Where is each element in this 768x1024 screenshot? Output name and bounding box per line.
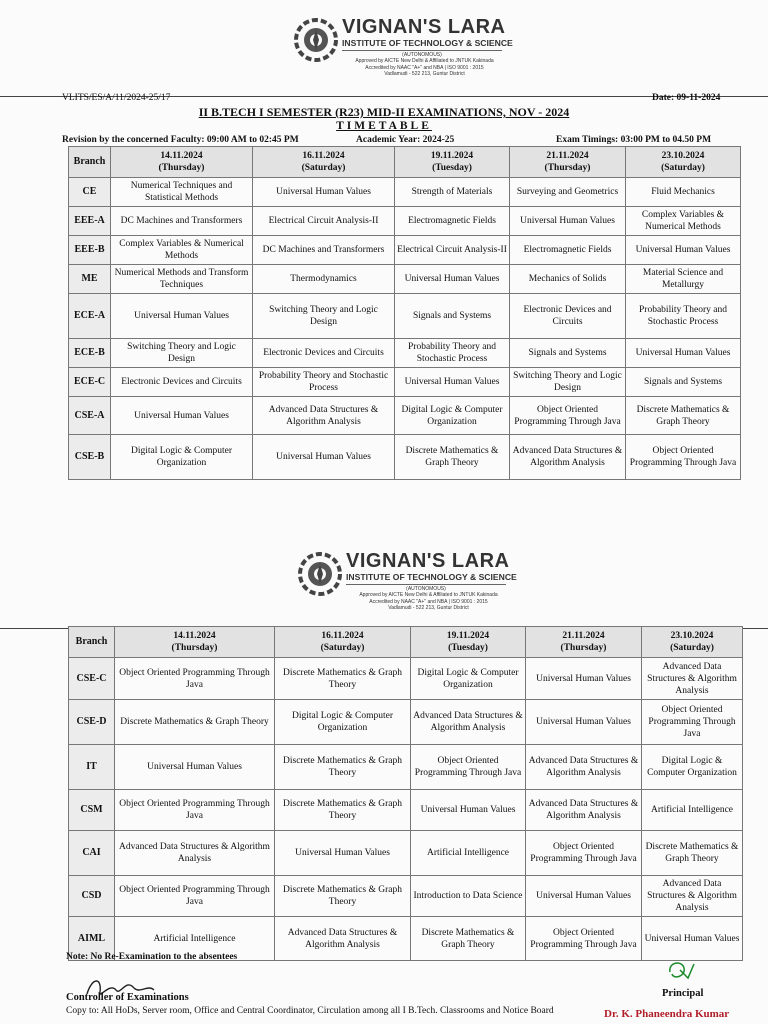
exam-date: 14.11.2024 xyxy=(160,151,203,161)
accreditation-text: Accredited by NAAC "A+" and NBA | ISO 9001 : 2015 xyxy=(365,64,484,71)
subject-cell: Advanced Data Structures & Algorithm Analysis xyxy=(642,876,743,917)
branch-cell: ECE-C xyxy=(69,368,111,397)
accreditation-text: Accredited by NAAC "A+" and NBA | ISO 9001 : 2015 xyxy=(369,598,488,605)
document-reference: VLITS/ES/A/11/2024-25/17 xyxy=(62,93,171,103)
subject-cell: Material Science and Metallurgy xyxy=(626,265,741,294)
table-row xyxy=(69,876,743,917)
subject-cell: Digital Logic & Computer Organization xyxy=(395,397,510,435)
institute-name: VIGNAN'S LARA xyxy=(346,550,510,572)
subject-cell: Universal Human Values xyxy=(111,397,253,435)
exam-day: (Thursday) xyxy=(158,163,205,173)
exam-day: (Saturday) xyxy=(320,643,365,653)
subject-cell: Object Oriented Programming Through Java xyxy=(642,700,743,745)
date-column-header xyxy=(115,627,275,658)
subject-cell: Numerical Methods and Transform Techniques xyxy=(111,265,253,294)
subject-cell: Strength of Materials xyxy=(395,178,510,207)
subject-cell: Probability Theory and Stochastic Process xyxy=(626,294,741,339)
table-row xyxy=(69,265,741,294)
subject-cell: Object Oriented Programming Through Java xyxy=(626,435,741,480)
subject-cell: Universal Human Values xyxy=(626,339,741,368)
branch-cell: EEE-B xyxy=(69,236,111,265)
branch-cell: CSE-C xyxy=(69,658,115,700)
subject-cell: Advanced Data Structures & Algorithm Analysis xyxy=(526,790,642,831)
exam-day: (Thursday) xyxy=(171,643,218,653)
subject-cell: Discrete Mathematics & Graph Theory xyxy=(642,831,743,876)
exam-day: (Thursday) xyxy=(560,643,607,653)
institute-subname: INSTITUTE OF TECHNOLOGY & SCIENCE xyxy=(346,572,517,582)
institute-logo xyxy=(298,552,342,596)
subject-cell: Electromagnetic Fields xyxy=(510,236,626,265)
subject-cell: Probability Theory and Stochastic Process xyxy=(395,339,510,368)
subject-cell: Electromagnetic Fields xyxy=(395,207,510,236)
table-row xyxy=(69,700,743,745)
principal-label: Principal xyxy=(662,988,704,999)
exam-date: 16.11.2024 xyxy=(321,631,364,641)
institute-logo xyxy=(294,18,338,62)
subject-cell: DC Machines and Transformers xyxy=(111,207,253,236)
subject-cell: Universal Human Values xyxy=(526,876,642,917)
subject-cell: Advanced Data Structures & Algorithm Analysis xyxy=(275,917,411,961)
subject-cell: Advanced Data Structures & Algorithm Analysis xyxy=(115,831,275,876)
subject-cell: Discrete Mathematics & Graph Theory xyxy=(275,658,411,700)
branch-column-header: Branch xyxy=(69,147,111,178)
subject-cell: Discrete Mathematics & Graph Theory xyxy=(411,917,526,961)
table-row xyxy=(69,207,741,236)
subject-cell: Universal Human Values xyxy=(395,265,510,294)
subject-cell: Artificial Intelligence xyxy=(411,831,526,876)
subject-cell: Digital Logic & Computer Organization xyxy=(275,700,411,745)
table-row xyxy=(69,339,741,368)
subject-cell: Digital Logic & Computer Organization xyxy=(642,745,743,790)
controller-of-examinations: Controller of Examinations xyxy=(66,992,189,1003)
subject-cell: Switching Theory and Logic Design xyxy=(111,339,253,368)
subject-cell: Thermodynamics xyxy=(253,265,395,294)
copy-to-list: Copy to: All HoDs, Server room, Office and Central Coordinator, Circulation among all I B.Tech. Classrooms and Notice Board xyxy=(66,1006,554,1016)
date-column-header xyxy=(411,627,526,658)
date-column-header xyxy=(510,147,626,178)
subject-cell: Universal Human Values xyxy=(526,700,642,745)
subject-cell: DC Machines and Transformers xyxy=(253,236,395,265)
timetable-table-2 xyxy=(68,626,743,961)
subject-cell: Switching Theory and Logic Design xyxy=(253,294,395,339)
table-row xyxy=(69,294,741,339)
date-column-header xyxy=(626,147,741,178)
subject-cell: Complex Variables & Numerical Methods xyxy=(111,236,253,265)
exam-date: 21.11.2024 xyxy=(546,151,589,161)
subject-cell: Complex Variables & Numerical Methods xyxy=(626,207,741,236)
table-row xyxy=(69,368,741,397)
subject-cell: Discrete Mathematics & Graph Theory xyxy=(395,435,510,480)
table-row xyxy=(69,236,741,265)
autonomous-label: (AUTONOMOUS) xyxy=(402,52,442,58)
exam-date: 14.11.2024 xyxy=(173,631,216,641)
subject-cell: Object Oriented Programming Through Java xyxy=(115,876,275,917)
institute-name: VIGNAN'S LARA xyxy=(342,16,506,38)
subject-cell: Discrete Mathematics & Graph Theory xyxy=(115,700,275,745)
table-row xyxy=(69,435,741,480)
table-row xyxy=(69,658,743,700)
principal-name: Dr. K. Phaneendra Kumar xyxy=(604,1008,730,1020)
subject-cell: Universal Human Values xyxy=(395,368,510,397)
subject-cell: Object Oriented Programming Through Java xyxy=(510,397,626,435)
subject-cell: Surveying and Geometrics xyxy=(510,178,626,207)
approval-text: Approved by AICTE New Delhi & Affiliated to JNTUK Kakinada xyxy=(359,592,498,598)
subject-cell: Discrete Mathematics & Graph Theory xyxy=(275,790,411,831)
revision-time: Revision by the concerned Faculty: 09:00 AM to 02:45 PM xyxy=(62,135,299,145)
subject-cell: Probability Theory and Stochastic Process xyxy=(253,368,395,397)
subject-cell: Discrete Mathematics & Graph Theory xyxy=(626,397,741,435)
subject-cell: Advanced Data Structures & Algorithm Analysis xyxy=(411,700,526,745)
subject-cell: Discrete Mathematics & Graph Theory xyxy=(275,745,411,790)
subject-cell: Signals and Systems xyxy=(510,339,626,368)
branch-cell: CSE-B xyxy=(69,435,111,480)
subject-cell: Object Oriented Programming Through Java xyxy=(411,745,526,790)
subject-cell: Mechanics of Solids xyxy=(510,265,626,294)
subject-cell: Universal Human Values xyxy=(642,917,743,961)
subject-cell: Introduction to Data Science xyxy=(411,876,526,917)
subject-cell: Universal Human Values xyxy=(253,435,395,480)
document-date: Date: 09-11-2024 xyxy=(652,93,721,103)
subject-cell: Advanced Data Structures & Algorithm Analysis xyxy=(510,435,626,480)
table-row xyxy=(69,745,743,790)
subject-cell: Universal Human Values xyxy=(510,207,626,236)
branch-cell: ME xyxy=(69,265,111,294)
exam-date: 19.11.2024 xyxy=(446,631,490,641)
autonomous-label: (AUTONOMOUS) xyxy=(406,586,446,592)
exam-title: II B.TECH I SEMESTER (R23) MID-II EXAMINATIONS, NOV - 2024 xyxy=(198,105,570,119)
date-column-header xyxy=(111,147,253,178)
branch-cell: CSD xyxy=(69,876,115,917)
subject-cell: Object Oriented Programming Through Java xyxy=(526,917,642,961)
exam-date: 23.10.2024 xyxy=(670,631,714,641)
exam-date: 16.11.2024 xyxy=(302,151,345,161)
address-text: Vadlamudi - 522 213, Guntur District xyxy=(388,605,469,611)
exam-day: (Tuesday) xyxy=(432,163,472,173)
subject-cell: Universal Human Values xyxy=(253,178,395,207)
subject-cell: Electrical Circuit Analysis-II xyxy=(395,236,510,265)
timetable-heading: TIMETABLE xyxy=(336,120,432,132)
table-header-row xyxy=(69,627,743,658)
branch-cell: CE xyxy=(69,178,111,207)
date-column-header xyxy=(642,627,743,658)
subject-cell: Universal Human Values xyxy=(626,236,741,265)
subject-cell: Artificial Intelligence xyxy=(115,917,275,961)
branch-cell: IT xyxy=(69,745,115,790)
subject-cell: Switching Theory and Logic Design xyxy=(510,368,626,397)
date-column-header xyxy=(275,627,411,658)
subject-cell: Advanced Data Structures & Algorithm Analysis xyxy=(253,397,395,435)
exam-day: (Saturday) xyxy=(301,163,346,173)
exam-date: 23.10.2024 xyxy=(661,151,705,161)
subject-cell: Signals and Systems xyxy=(395,294,510,339)
subject-cell: Electronic Devices and Circuits xyxy=(111,368,253,397)
date-column-header xyxy=(253,147,395,178)
subject-cell: Electronic Devices and Circuits xyxy=(510,294,626,339)
approval-text: Approved by AICTE New Delhi & Affiliated to JNTUK Kakinada xyxy=(355,58,494,64)
exam-day: (Saturday) xyxy=(661,163,705,173)
exam-day: (Saturday) xyxy=(670,643,714,653)
branch-cell: CSM xyxy=(69,790,115,831)
subject-cell: Universal Human Values xyxy=(275,831,411,876)
table-row xyxy=(69,178,741,207)
subject-cell: Object Oriented Programming Through Java xyxy=(526,831,642,876)
exam-day: (Tuesday) xyxy=(448,643,488,653)
subject-cell: Artificial Intelligence xyxy=(642,790,743,831)
subject-cell: Numerical Techniques and Statistical Methods xyxy=(111,178,253,207)
subject-cell: Universal Human Values xyxy=(411,790,526,831)
subject-cell: Universal Human Values xyxy=(111,294,253,339)
institute-header-bottom xyxy=(0,546,768,626)
timetable-table-1 xyxy=(68,146,741,480)
branch-cell: ECE-B xyxy=(69,339,111,368)
institute-subname: INSTITUTE OF TECHNOLOGY & SCIENCE xyxy=(342,38,513,48)
exam-date: 21.11.2024 xyxy=(562,631,605,641)
exam-date: 19.11.2024 xyxy=(430,151,474,161)
table-row xyxy=(69,831,743,876)
absentee-note: Note: No Re-Examination to the absentees xyxy=(66,952,238,962)
subject-cell: Signals and Systems xyxy=(626,368,741,397)
branch-cell: CSE-A xyxy=(69,397,111,435)
subject-cell: Object Oriented Programming Through Java xyxy=(115,790,275,831)
principal-signature xyxy=(664,958,700,984)
subject-cell: Digital Logic & Computer Organization xyxy=(111,435,253,480)
branch-cell: CSE-D xyxy=(69,700,115,745)
subject-cell: Universal Human Values xyxy=(115,745,275,790)
subject-cell: Advanced Data Structures & Algorithm Analysis xyxy=(642,658,743,700)
branch-cell: CAI xyxy=(69,831,115,876)
subject-cell: Discrete Mathematics & Graph Theory xyxy=(275,876,411,917)
branch-cell: AIML xyxy=(69,917,115,961)
table-row xyxy=(69,790,743,831)
branch-cell: EEE-A xyxy=(69,207,111,236)
branch-column-header: Branch xyxy=(69,627,115,658)
subject-cell: Universal Human Values xyxy=(526,658,642,700)
table-row xyxy=(69,397,741,435)
subject-cell: Digital Logic & Computer Organization xyxy=(411,658,526,700)
subject-cell: Object Oriented Programming Through Java xyxy=(115,658,275,700)
date-column-header xyxy=(526,627,642,658)
address-text: Vadlamudi - 522 213, Guntur District xyxy=(384,71,465,77)
subject-cell: Electronic Devices and Circuits xyxy=(253,339,395,368)
table-header-row xyxy=(69,147,741,178)
exam-day: (Thursday) xyxy=(544,163,591,173)
exam-timings: Exam Timings: 03:00 PM to 04.50 PM xyxy=(556,135,712,145)
academic-year: Academic Year: 2024-25 xyxy=(356,135,455,145)
subject-cell: Electrical Circuit Analysis-II xyxy=(253,207,395,236)
date-column-header xyxy=(395,147,510,178)
branch-cell: ECE-A xyxy=(69,294,111,339)
institute-header-top xyxy=(0,12,768,92)
subject-cell: Advanced Data Structures & Algorithm Analysis xyxy=(526,745,642,790)
subject-cell: Fluid Mechanics xyxy=(626,178,741,207)
